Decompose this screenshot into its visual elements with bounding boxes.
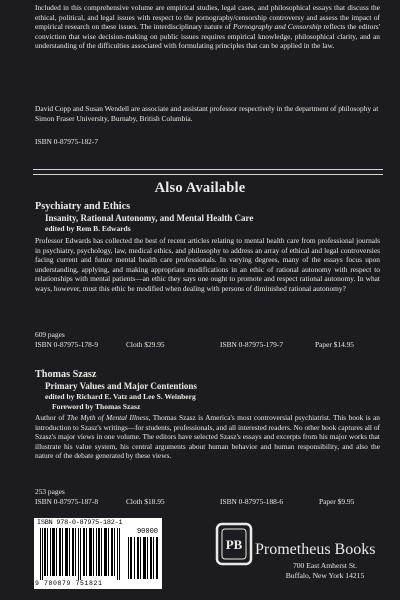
- book2-isbn-paper: ISBN 0-87975-188-6: [220, 497, 284, 506]
- book2-price-paper: Paper $9.95: [319, 497, 355, 506]
- book1-isbn-cloth: ISBN 0-87975-178-9: [35, 340, 99, 349]
- barcode-bars: [40, 528, 122, 580]
- barcode-price-code: 90000: [136, 528, 158, 536]
- book2-title: Thomas Szasz: [35, 369, 97, 380]
- book2-description-title: The Myth of Mental Illness: [66, 413, 149, 422]
- barcode: [34, 518, 162, 589]
- book1-isbn-paper: ISBN 0-87975-179-7: [220, 340, 284, 349]
- intro-paragraph: Included in this comprehensive volume are empirical studies, legal cases, and philosophical essays that discuss the ethical, political, and legal issues with respect to the pornography/censorship controversy and assess the impact of empirical research on these issues. The interdisciplinary nature of Pornography and Censorship reflects the editors' conviction that wise decision-making on public issues requires empirical knowledge, philosophical clarity, and an understanding of the difficulties associated with formulating principles that can be applied in the law.: [35, 3, 380, 51]
- book1-title: Psychiatry and Ethics: [35, 201, 131, 212]
- book2-subtitle: Primary Values and Major Contentions: [45, 381, 197, 391]
- book2-description: Author of The Myth of Mental Illness, Thomas Szasz is America's most controversial psychiatrist. This book is an introduction to Szasz's writings—for students, professionals, and all interested readers. No other book captures all of Szasz's major views in one volume. The editors have selected Szasz's essays and excerpts from his major works that illustrate his value system, his central arguments about human behavior and human responsibility, and also the nature of the debate generated by these views.: [35, 413, 380, 460]
- book1-subtitle: Insanity, Rational Autonomy, and Mental Health Care: [45, 213, 254, 223]
- svg-text:PB: PB: [225, 537, 243, 552]
- intro-book-title: Pornography and Censorship: [233, 22, 322, 32]
- also-available-heading: Also Available: [154, 180, 246, 196]
- book2-editor: edited by Richard E. Vatz and Lee S. Weinberg: [45, 392, 196, 401]
- book1-price-cloth: Cloth $29.95: [126, 340, 165, 349]
- main-isbn: ISBN 0-87975-182-7: [35, 137, 99, 146]
- book1-editor: edited by Rem B. Edwards: [45, 224, 131, 233]
- price-barcode-bars: [128, 537, 160, 579]
- publisher-name: Prometheus Books: [255, 541, 376, 558]
- book1-pages: 609 pages: [35, 330, 65, 339]
- divider: [33, 174, 383, 175]
- book2-isbn-cloth: ISBN 0-87975-187-8: [35, 497, 99, 506]
- book2-price-cloth: Cloth $18.95: [126, 497, 165, 506]
- authors-note: David Copp and Susan Wendell are associate and assistant professor respectively in the department of philosophy at Simon Fraser University, Burnaby, British Columbia.: [35, 104, 379, 123]
- barcode-number: 9 780879 751821: [35, 580, 103, 587]
- barcode-isbn: ISBN 978-0-87975-182-1: [37, 519, 123, 527]
- book1-price-paper: Paper $14.95: [315, 340, 354, 349]
- book2-foreword: Foreword by Thomas Szasz: [52, 402, 141, 411]
- publisher-logo: [215, 522, 255, 568]
- book2-pages: 253 pages: [35, 487, 65, 496]
- divider: [33, 169, 383, 170]
- book1-description: Professor Edwards has collected the best of recent articles relating to mental health care from professional journals in psychiatry, psychology, law, medical ethics, and philosophy to address an array of ethical and legal controversies facing current and future mental health care professionals. In varying degrees, many of the essays focus upon understanding, applying, and making appropriate modifications in an ethic of rational autonomy with respect to relationships with mental patients—an ethic they says one ought to promote and respect rational autonomy. In what ways, however, must this ethic be modified when dealing with persons of diminished rational autonomy?: [35, 236, 380, 293]
- publisher-address-line2: Buffalo, New York 14215: [285, 571, 365, 580]
- publisher-address-line1: 700 East Amherst St.: [292, 561, 358, 570]
